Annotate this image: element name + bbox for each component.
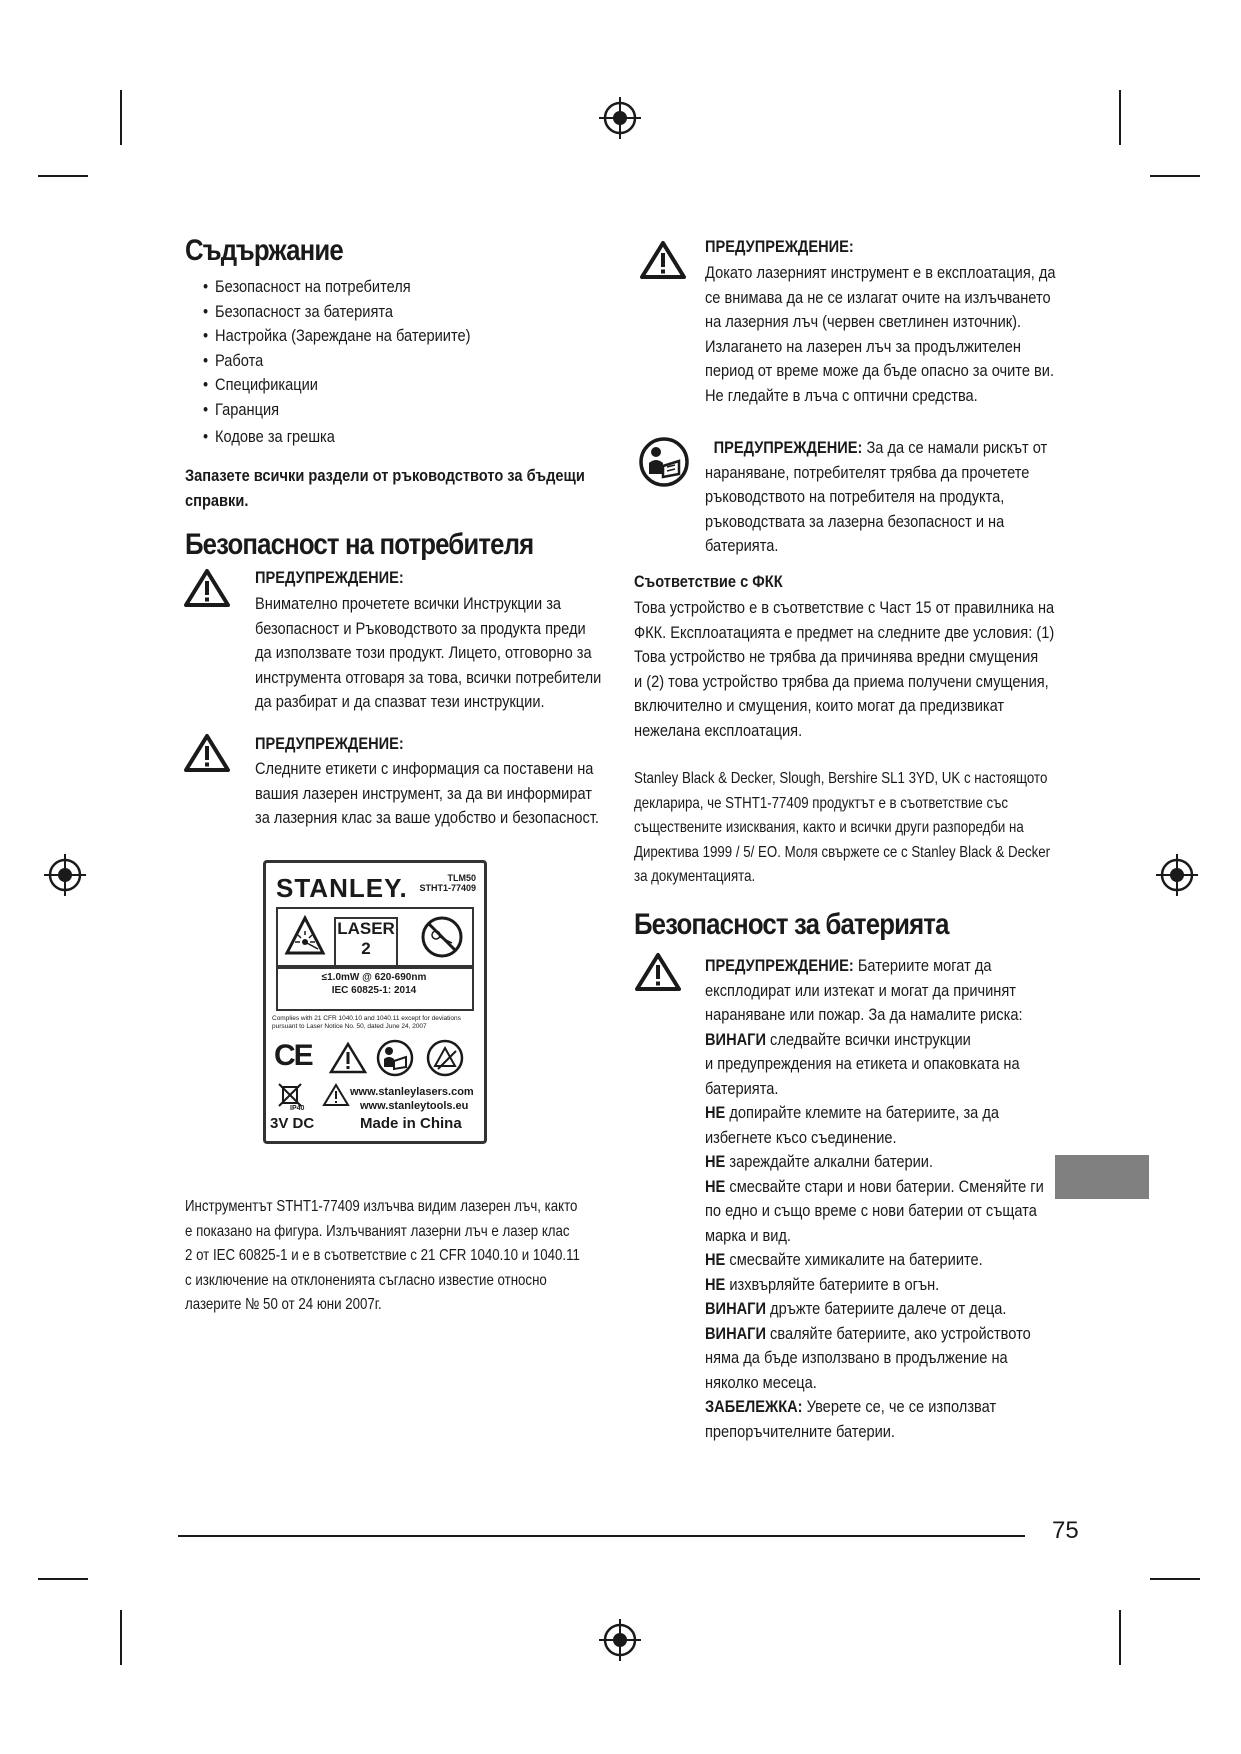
crop-mark <box>1150 1578 1200 1580</box>
text-run: смесвайте химикалите на батериите. <box>725 1250 983 1269</box>
text-line: ръководството на потребителя на продукта, <box>705 487 1005 506</box>
text-line: 2 от IEC 60825-1 и е в съответствие с 21 CFR 1040.10 и 1040.11 <box>185 1247 580 1264</box>
warning-body <box>705 436 1047 559</box>
text-line: период от време може да бъде опасно за очите ви. <box>705 361 1055 380</box>
contents-item: • Безопасност на потребителя <box>203 275 470 300</box>
fcc-body <box>634 596 1054 743</box>
contents-item: • Кодове за грешка <box>203 425 470 450</box>
warning-triangle-icon <box>328 1041 368 1075</box>
text-line: е показано на фигура. Излъчваният лазерни лъч е лазер клас <box>185 1222 570 1240</box>
text-line: и предупреждения на етикета и опаковката на <box>705 1054 1020 1073</box>
laser-product-label <box>263 860 487 1144</box>
text-line <box>705 1248 1044 1273</box>
declaration <box>634 767 1050 890</box>
registration-mark-icon <box>598 1618 642 1662</box>
fcc-title: Съответствие с ФКК <box>634 572 783 591</box>
crop-mark <box>120 1610 122 1665</box>
contents-item: • Работа <box>203 349 470 374</box>
emphasis: ВИНАГИ <box>705 1029 766 1049</box>
text-line: марка и вид. <box>705 1225 791 1245</box>
text-run: Батериите могат да <box>853 956 992 975</box>
registration-mark-icon <box>43 853 87 897</box>
crop-mark <box>38 1578 88 1580</box>
warning-first-line <box>705 436 1047 461</box>
label-web <box>350 1085 474 1113</box>
crop-mark <box>120 90 122 145</box>
text-run: сваляйте батериите, ако устройството <box>765 1323 1031 1343</box>
read-manual-icon <box>376 1039 414 1077</box>
text-line: за лазерния клас за ваше удобство и безопасност. <box>255 808 599 827</box>
section-tab-marker <box>1055 1155 1149 1199</box>
laser-caption <box>185 1195 580 1318</box>
ce-mark: CE <box>274 1039 312 1072</box>
text-line: Директива 1999 / 5/ ЕО. Моля свържете се с Stanley Black & Decker <box>634 843 1051 861</box>
text-run: смесвайте стари и нови батерии. Сменяйте ги <box>725 1176 1044 1196</box>
text-line <box>705 1150 1044 1175</box>
text-line: и (2) това устройство трябва да приема получени смущения, <box>634 671 1049 691</box>
emphasis: НЕ <box>705 1274 726 1294</box>
registration-mark-icon <box>1155 853 1199 897</box>
contents-title: Съдържание <box>185 234 343 267</box>
text-line: за документацията. <box>634 868 756 885</box>
text-line: да използвате този продукт. Лицето, отговорно за <box>255 643 592 662</box>
text-line <box>705 954 1044 979</box>
label-model <box>419 873 476 893</box>
laser-class-number: 2 <box>361 939 371 958</box>
text-line: безопасност и Ръководството за продукта преди <box>255 618 586 638</box>
text-run: Уверете се, че се използват <box>802 1397 997 1416</box>
label-web-line: www.stanleylasers.com <box>350 1086 474 1098</box>
text-line: съществените изисквания, както и всички други разпоредби на <box>634 819 1024 836</box>
crop-mark <box>1119 1610 1121 1665</box>
warning-body <box>705 261 1056 408</box>
emphasis: НЕ <box>705 1152 726 1171</box>
read-manual-icon <box>638 436 690 488</box>
text-line: избегнете късо съединение. <box>705 1127 897 1147</box>
text-line: няма да бъде използвано в продължение на <box>705 1348 1008 1367</box>
text-line: Излагането на лазерен лъч за продължителен <box>705 336 1021 356</box>
label-model-line: TLM50 <box>447 873 476 883</box>
text-line <box>705 1297 1044 1322</box>
label-specs <box>288 971 460 997</box>
keep-note-line: справки. <box>185 490 249 510</box>
text-line: включително и смущения, които могат да предизвикат <box>634 696 1005 715</box>
text-line: батерията. <box>705 1078 779 1098</box>
text-line <box>705 1175 1044 1200</box>
text-run: зареждайте алкални батерии. <box>725 1152 934 1171</box>
emphasis: НЕ <box>705 1176 726 1196</box>
warning-heading: ПРЕДУПРЕЖДЕНИЕ: <box>255 734 404 753</box>
text-line: на лазерния лъч (червен светлинен източник). <box>705 312 1022 331</box>
keep-note <box>185 464 585 513</box>
battery-safety-title: Безопасност за батерията <box>634 908 949 941</box>
laser-class-box <box>276 907 474 967</box>
footer-rule <box>178 1535 1025 1537</box>
laser-caution-icon <box>426 1039 464 1077</box>
text-line: няколко месеца. <box>705 1372 817 1392</box>
text-line: нараняване, потребителят трябва да прочетете <box>705 462 1030 482</box>
label-spec-line: IEC 60825-1: 2014 <box>331 985 417 996</box>
emphasis: ЗАБЕЛЕЖКА: <box>705 1397 803 1416</box>
warning-heading: ПРЕДУПРЕЖДЕНИЕ: <box>705 956 854 975</box>
crop-mark <box>1150 175 1200 177</box>
ip-rating: IP40 <box>290 1105 305 1112</box>
label-model-line: STHT1-77409 <box>419 883 476 893</box>
text-line: Докато лазерният инструмент е в експлоатация, да <box>705 263 1056 282</box>
contents-item: • Безопасност за батерията <box>203 300 470 325</box>
label-compliance <box>272 1015 478 1031</box>
text-line: Не гледайте в лъча с оптични средства. <box>705 385 978 405</box>
warning-triangle-icon <box>183 568 231 608</box>
emphasis: НЕ <box>705 1103 726 1122</box>
text-line: Внимателно прочетете всички Инструкции за <box>255 594 562 613</box>
crop-mark <box>38 175 88 177</box>
warning-triangle-icon <box>634 952 682 992</box>
text-run: следвайте всички инструкции <box>765 1029 971 1049</box>
keep-note-line: Запазете всички раздели от ръководството за бъдещи <box>185 466 585 485</box>
text-line: вашия лазерен инструмент, за да ви информират <box>255 783 592 803</box>
warning-triangle-icon <box>183 733 231 773</box>
text-line <box>705 1322 1044 1347</box>
crop-mark <box>1119 90 1121 145</box>
text-line: Следните етикети с информация са поставени на <box>255 759 594 778</box>
text-line: нараняване или пожар. За да намалите риска: <box>705 1005 1023 1024</box>
warning-heading: ПРЕДУПРЕЖДЕНИЕ: <box>255 568 404 587</box>
text-line: с изключение на отклоненията съгласно известие относно <box>185 1271 547 1289</box>
text-line: Това устройство не трябва да причинява вредни смущения <box>634 647 1039 666</box>
text-line: по едно и също време с нови батерии от същата <box>705 1201 1037 1220</box>
label-brand: STANLEY. <box>276 873 408 903</box>
text-run: изхвърляйте батериите в огън. <box>725 1274 940 1294</box>
page-number: 75 <box>1052 1517 1079 1544</box>
label-made-in: Made in China <box>360 1115 462 1132</box>
text-line: Stanley Black & Decker, Slough, Bershire SL1 3YD, UK с настоящото <box>634 770 1048 787</box>
text-line: ФКК. Експлоатацията е предмет на следните две условия: (1) <box>634 622 1055 642</box>
label-compliance-line: Complies with 21 CFR 1040.10 and 1040.11 except for deviations <box>272 1015 461 1022</box>
text-line: препоръчителните батерии. <box>705 1421 895 1441</box>
text-line: се внимава да не се излагат очите на излъчването <box>705 287 1051 307</box>
label-spec-line: ≤1.0mW @ 620-690nm <box>321 972 427 983</box>
emphasis: НЕ <box>705 1250 726 1269</box>
emphasis: ВИНАГИ <box>705 1323 766 1343</box>
warning-triangle-icon <box>322 1083 350 1107</box>
text-run: допирайте клемите на батериите, за да <box>725 1103 1000 1122</box>
text-line: декларира, че STHT1-77409 продуктът е в съответствие със <box>634 794 1009 812</box>
user-safety-title: Безопасност на потребителя <box>185 528 534 561</box>
text-line: батерията. <box>705 536 779 555</box>
contents-list <box>203 275 514 450</box>
text-line <box>705 1028 1044 1053</box>
text-run: За да се намали рискът от <box>862 438 1048 457</box>
text-line <box>705 1395 1044 1420</box>
laser-word: LASER <box>337 919 395 938</box>
warning-body <box>255 757 599 831</box>
battery-warning-body <box>705 954 1044 1444</box>
warning-heading: ПРЕДУПРЕЖДЕНИЕ: <box>705 237 854 256</box>
text-line: Това устройство е в съответствие с Част 15 от правилника на <box>634 598 1055 617</box>
text-line: нежелана експлоатация. <box>634 720 803 740</box>
text-line: да разбират и да спазват тези инструкции. <box>255 692 545 711</box>
laser-class-text <box>334 917 398 967</box>
text-line: инструмента отговаря за това, всички потребители <box>255 667 602 687</box>
warning-body <box>255 592 601 715</box>
registration-mark-icon <box>598 96 642 140</box>
text-line: лазерите № 50 от 24 юни 2007г. <box>185 1296 382 1313</box>
label-web-line: www.stanleytools.eu <box>360 1100 469 1112</box>
emphasis: ВИНАГИ <box>705 1299 766 1318</box>
laser-hazard-icon <box>284 915 326 957</box>
warning-heading: ПРЕДУПРЕЖДЕНИЕ: <box>713 438 863 457</box>
warning-triangle-icon <box>639 240 687 280</box>
contents-item: • Спецификации <box>203 373 470 398</box>
label-compliance-line: pursuant to Laser Notice No. 50, dated June 24, 2007 <box>272 1023 427 1030</box>
text-line <box>705 1101 1044 1126</box>
label-voltage: 3V DC <box>270 1115 315 1132</box>
no-stare-icon <box>420 915 464 959</box>
text-run: дръжте батериите далече от деца. <box>765 1299 1007 1318</box>
contents-item: • Гаранция <box>203 398 470 423</box>
contents-item: • Настройка (Зареждане на батериите) <box>203 324 470 349</box>
text-line: Инструментът STHT1-77409 излъчва видим лазерен лъч, както <box>185 1198 578 1215</box>
text-line <box>705 1273 1044 1298</box>
text-line: ръководствата за лазерна безопасност и на <box>705 511 1005 531</box>
text-line: експлодират или изтекат и могат да причинят <box>705 980 1016 1000</box>
